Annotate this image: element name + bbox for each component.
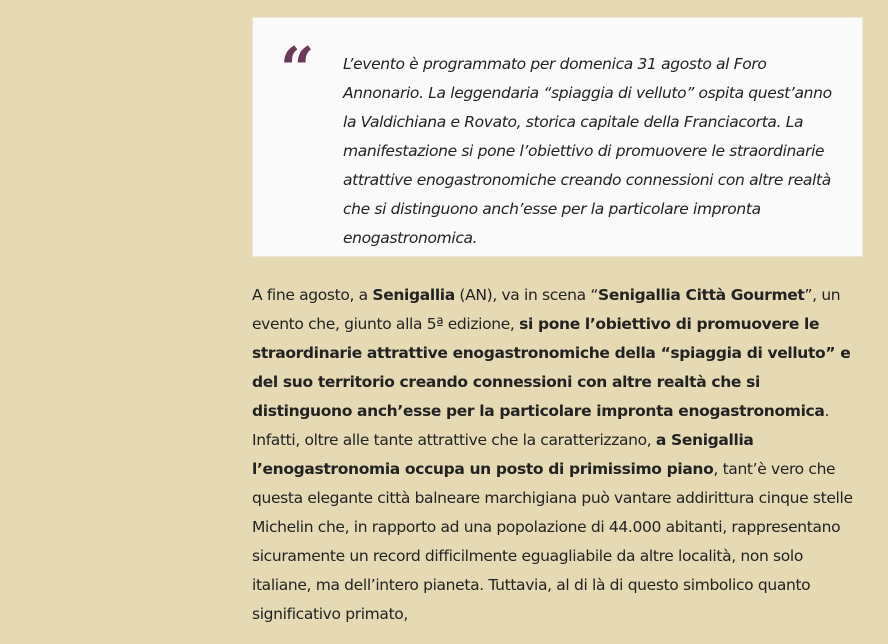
text-run: . bbox=[824, 402, 830, 420]
bold-text: si pone l’obiettivo di promuovere le straordinarie attrattive enogastronomiche della “spiaggia di velluto” e del suo territorio creando connessioni con altre realtà che si distinguono anch’esse per la particolare impronta enogastronomica bbox=[252, 315, 851, 420]
article-body bbox=[252, 281, 864, 629]
text-run: (AN), va in scena “ bbox=[454, 286, 599, 304]
bold-text: Senigallia bbox=[372, 286, 455, 304]
text-run: A fine agosto, a bbox=[252, 286, 373, 304]
quote-text: L’evento è programmato per domenica 31 agosto al Foro Annonario. La leggendaria “spiaggia di velluto” ospita quest’anno la Valdichiana e Rovato, storica capitale della Franciacorta. La manifestazione si pone l’obiettivo di promuovere le straordinarie attrattive enogastronomiche creando connessioni con altre realtà che si distinguono anch’esse per la particolare impronta enogastronomica. bbox=[343, 55, 832, 247]
bold-text: a Senigallia l’enogastronomia occupa un posto di primissimo piano bbox=[252, 431, 754, 478]
text-run: , tant’è vero che questa elegante città balneare marchigiana può vantare addirittura cinque stelle Michelin che, in rapporto ad una popolazione di 44.000 abitanti, rappresentano sicuramente un record difficilmente eguagliabile da altre località, non solo italiane, ma dell’intero pianeta. Tuttavia, al di là di questo simbolico quanto significativo primato, bbox=[252, 460, 853, 623]
article-paragraph-2 bbox=[252, 426, 864, 629]
quote-mark-icon: “ bbox=[280, 35, 315, 105]
blockquote bbox=[252, 17, 863, 257]
article-paragraph-1 bbox=[252, 281, 864, 426]
bold-text: Senigallia Città Gourmet bbox=[598, 286, 805, 304]
text-run: Infatti, oltre alle tante attrattive che la caratterizzano, bbox=[252, 431, 656, 449]
text-run: ”, un evento che, giunto alla 5ª edizione, bbox=[252, 286, 841, 333]
